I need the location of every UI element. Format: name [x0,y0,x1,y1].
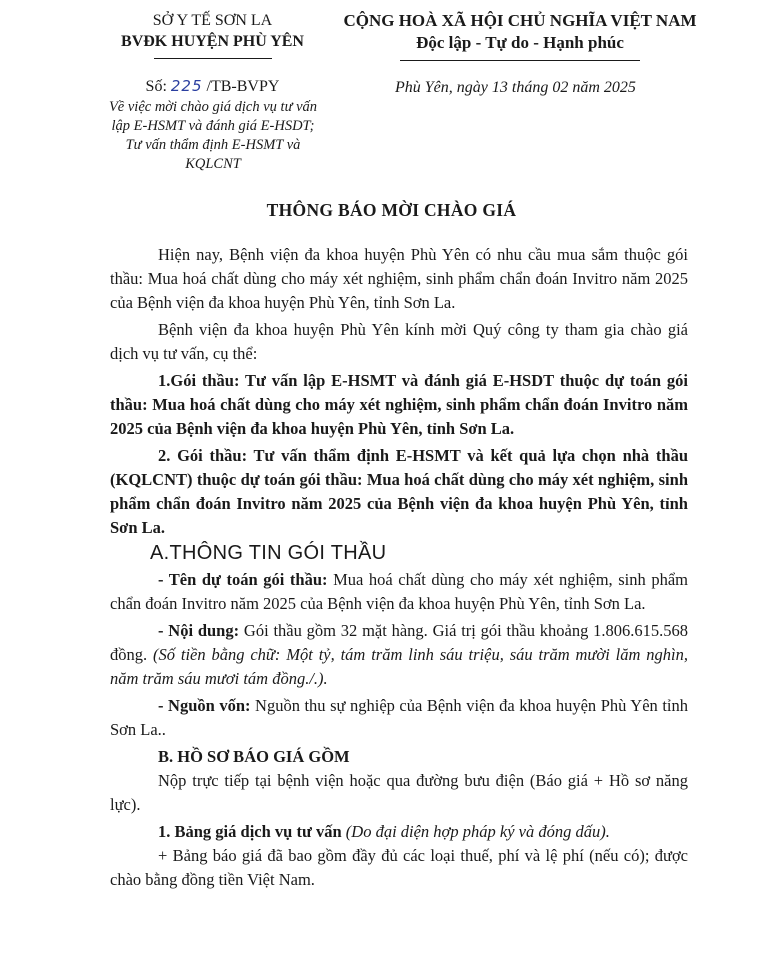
amount-in-words: (Số tiền bằng chữ: Một tỷ, tám trăm linh sáu triệu, sáu trăm mười lăm nghìn, năm trăm sáu mươi tám đồng./.). [110,645,689,688]
funding-source [110,694,688,742]
section-b-heading: B. HỒ SƠ BÁO GIÁ GỒM [158,747,350,766]
paragraph-invitation: Bệnh viện đa khoa huyện Phù Yên kính mời Quý công ty tham gia chào giá dịch vụ tư vấn, cụ thể: [110,320,688,363]
content-label: - Nội dung: [158,621,240,640]
package-content [110,619,688,691]
document-title: THÔNG BÁO MỜI CHÀO GIÁ [266,200,517,220]
header-right-rule [400,60,640,61]
paragraph-intro: Hiện nay, Bệnh viện đa khoa huyện Phù Yên có nhu cầu mua sắm thuộc gói thầu: Mua hoá chất dùng cho máy xét nghiệm, sinh phẩm chẩn đoán Invitro năm 2025 của Bệnh viện đa khoa huyện Phù Yên, tỉnh Sơn La. [110,245,688,312]
header-left-rule [154,58,272,59]
price-table-note: (Do đại diện hợp pháp ký và đóng dấu). [345,822,610,841]
price-table-label: 1. Bảng giá dịch vụ tư vấn [158,822,346,841]
submission-method: Nộp trực tiếp tại bệnh viện hoặc qua đường bưu điện (Báo giá + Hồ sơ năng lực). [110,771,688,814]
subject-line: Tư vấn thẩm định E-HSMT và [125,137,301,153]
doc-number-prefix: Số: [145,78,167,95]
estimate-name [110,568,688,616]
doc-number-suffix: /TB-BVPY [206,78,280,95]
doc-number-handwritten: 225 [170,77,203,95]
section-a-heading: A.THÔNG TIN GÓI THẦU [150,542,387,564]
national-motto [325,10,715,61]
subject-line: KQLCNT [185,156,241,172]
country-name: CỘNG HOÀ XÃ HỘI CHỦ NGHĨA VIỆT NAM [343,11,697,30]
price-table-heading [110,820,688,844]
hospital-name: BVĐK HUYỆN PHÙ YÊN [121,33,304,50]
bid-package-2: 2. Gói thầu: Tư vấn thẩm định E-HSMT và kết quả lựa chọn nhà thầu (KQLCNT) thuộc dự toán gói thầu: Mua hoá chất dùng cho máy xét nghiệm, sinh phẩm chẩn đoán Invitro năm 2025 của Bệnh viện đa khoa huyện Phù Yên, tỉnh Sơn La. [110,446,688,537]
subject-line: lập E-HSMT và đánh giá E-HSDT; [111,118,315,134]
document-number [100,77,325,96]
issuing-organization [90,10,335,59]
document-subject [88,98,338,174]
funding-label: - Nguồn vốn: [158,696,251,715]
estimate-name-label: - Tên dự toán gói thầu: [158,570,328,589]
parent-agency: SỞ Y TẾ SƠN LA [152,12,273,29]
document-body [110,243,688,892]
funding-text: Nguồn thu sự nghiệp của Bệnh viện đa khoa huyện Phù Yên tỉnh Sơn La.. [110,696,688,739]
estimate-name-text: Mua hoá chất dùng cho máy xét nghiệm, sinh phẩm chẩn đoán Invitro năm 2025 của Bệnh viện đa khoa huyện Phù Yên, tỉnh Sơn La. [110,570,688,613]
bid-package-1: 1.Gói thầu: Tư vấn lập E-HSMT và đánh giá E-HSDT thuộc dự toán gói thầu: Mua hoá chất dùng cho máy xét nghiệm, sinh phẩm chẩn đoán Invitro năm 2025 của Bệnh viện đa khoa huyện Phù Yên, tỉnh Sơn La. [110,371,688,438]
content-text: Gói thầu gồm 32 mặt hàng. Giá trị gói thầu khoảng 1.806.615.568 đồng. [110,621,688,664]
motto: Độc lập - Tự do - Hạnh phúc [416,33,624,52]
subject-line: Về việc mời chào giá dịch vụ tư vấn [108,99,318,115]
price-table-requirement: + Bảng báo giá đã bao gồm đầy đủ các loại thuế, phí và lệ phí (nếu có); được chào bằng đồng tiền Việt Nam. [110,846,688,889]
place-date: Phù Yên, ngày 13 tháng 02 năm 2025 [395,79,636,96]
